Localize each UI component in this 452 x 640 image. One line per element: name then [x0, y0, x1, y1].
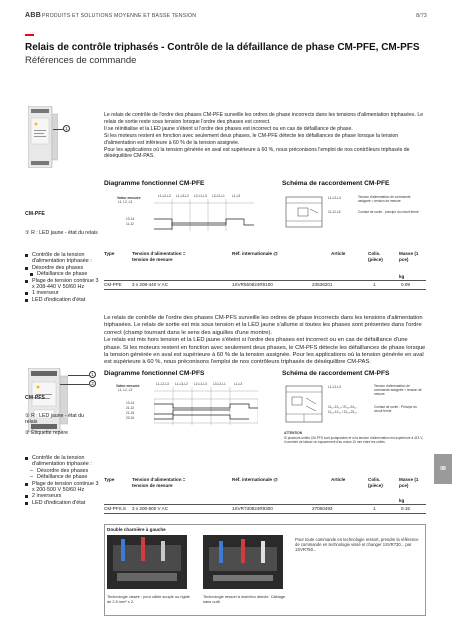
screw-terminal-image — [107, 535, 187, 589]
pfe-table — [104, 251, 426, 291]
pfs-fd-phase-1: L1-L3-L2 — [175, 382, 188, 386]
attention-text: Si plusieurs unités CM-PFS sont juxtaposées et si la tension d'alimentation est supérieure à 415 V, il convient de laisser un espacement d'au moins 10 mm entre les unités. — [284, 436, 424, 444]
feature: 1 inverseur — [25, 290, 99, 296]
spring-terminal-image — [203, 535, 283, 589]
title-accent-bar — [25, 34, 34, 36]
pfs-wiring-diagram — [284, 382, 426, 426]
caption-spring: Technologie ressort à insertion directe. Câblage sans outil. — [203, 594, 286, 604]
td-type: CM-PFE — [104, 282, 122, 287]
th-ref: Réf. internationale @ — [232, 477, 278, 482]
th-unit: kg — [399, 498, 405, 503]
pfe-wiring-legend-0: L1-L2-L3 — [328, 196, 341, 200]
page-subtitle: Références de commande — [25, 55, 137, 66]
pfe-features — [25, 252, 99, 303]
feature: – Défaillance de phase — [25, 474, 101, 480]
th-colis: Colis. (pièce) — [368, 477, 383, 488]
pfs-fd-phase-4: L1-L3 — [234, 382, 243, 386]
pfs-wiring-legend-1: 11₁₂-12₁₄ / 21₂₂-24₂₄ — [328, 405, 357, 409]
callout-line — [53, 129, 63, 130]
pfs-fd-row-1: 21-22 — [126, 406, 135, 410]
bottom-label: Double charnière à gauche — [107, 527, 166, 532]
pfe-wiring-legend-1: 11-12-14 — [328, 210, 341, 214]
header-section: PRODUITS ET SOLUTIONS MOYENNE ET BASSE TENSION — [42, 13, 197, 19]
pfs-intro-p1: Le relais de contrôle de l'ordre des phases CM-PFS surveille les ordres de phase incorrects dans les tensions d'alimentation triphasées. Le relais de sortie est mis sous tension et la LED jaune s'allume si toutes les phases sont présentes dans l'ordre correct (champ tournant dans le sens des aiguilles d'une montre). — [104, 315, 423, 336]
th-type: Type — [104, 477, 115, 482]
pfe-fd-label-l123: L1, L2, L3 — [118, 200, 133, 204]
feature: LED d'indication d'état — [25, 297, 99, 303]
pfe-fd-label-values: Valeur mesurée — [117, 196, 141, 200]
th-masse: Masse (1 pce) — [399, 477, 419, 488]
pfe-wiring-desc-0: Tension d'alimentation de commande assignée = tension de mesure — [358, 195, 411, 203]
pfe-functional-title: Diagramme fonctionnel CM-PFE — [104, 180, 205, 187]
pfs-fd-row-2: 21-24 — [126, 411, 135, 415]
callout-2: 2 — [89, 380, 96, 387]
th-masse: Masse (1 pce) — [399, 251, 419, 262]
th-ref: Réf. internationale @ — [232, 251, 278, 256]
pfe-fd-phase-0: L1-L2-L3 — [158, 194, 171, 198]
pfe-wiring-desc-1: Contact de sortie - principe du circuit fermé — [358, 210, 419, 214]
pfs-fd-phase-3: L3-L2-L1 — [213, 382, 226, 386]
td-ref: 1SVR730824R9300 — [232, 506, 273, 511]
table-rule — [104, 504, 426, 505]
td-masse: 0.15 — [401, 506, 410, 511]
cm-pfe-device-image — [28, 106, 58, 168]
td-colis: 1 — [373, 282, 376, 287]
callout-line — [60, 384, 89, 385]
callout-1: 1 — [89, 371, 96, 378]
pfe-fd-phase-1: L1-L3-L2 — [176, 194, 189, 198]
td-tension: 3 x 208-440 V AC — [132, 282, 169, 287]
table-rule — [104, 289, 426, 290]
pfe-intro-p1: Le relais de contrôle de l'ordre des phases CM-PFE surveille les ordres de phase incorrects dans les tensions d'alimentation triphasées. Le relais de sortie reste sous tension lorsque l'ordre des phases est correct. — [104, 112, 424, 125]
pfe-fd-phase-3: L3-L2-L1 — [212, 194, 225, 198]
pfs-fd-label-l123: L1, L2, L3 — [118, 388, 133, 392]
td-ref: 1SVR550824R9100 — [232, 282, 273, 287]
pfe-intro — [104, 112, 426, 160]
pfe-intro-p4: Pour les applications où la tension générée en aval est supérieure à 60 %, nous préconisons l'emploi de nos contrôleurs triphasés de déséquilibre CM-PAS. — [104, 146, 410, 160]
pfe-fd-phase-2: L2-L1-L3 — [194, 194, 207, 198]
chapter-tab: 08 — [434, 454, 452, 484]
pfe-fd-row-1314: 13-14 — [126, 217, 135, 221]
pfs-wiring-legend-0: L1-L2-L3 — [328, 385, 341, 389]
td-tension: 3 x 200-500 V AC — [132, 506, 169, 511]
th-article: Article — [331, 251, 346, 256]
callout-line — [68, 375, 89, 376]
pfs-fd-label-values: Valeur mesurée — [116, 384, 140, 388]
page-number: 8/73 — [416, 13, 427, 19]
td-colis: 1 — [373, 506, 376, 511]
caption-screw: Technologie vissée : pour câble souple ou rigide de 2.5 mm² x 2. — [107, 594, 190, 604]
pfs-fd-row-0: 13-14 — [126, 401, 135, 405]
feature: Plage de tension continue 3 x 208-440 V 50/60 Hz — [25, 278, 99, 291]
pfe-wiring-title: Schéma de raccordement CM-PFE — [282, 180, 390, 187]
pfs-intro — [104, 315, 426, 367]
pfe-intro-p3: Si les moteurs restent en fonction avec seulement deux phases, le CM-PFE détecte les défaillances de phase lorsque la tension d'alimentation est inférieure à 60 % de la tension assignée. — [104, 132, 399, 146]
page-title: Relais de contrôle triphasés - Contrôle de la défaillance de phase CM-PFE, CM-PFS — [25, 42, 420, 53]
feature: Désordre des phases — [25, 265, 99, 271]
callout-1: 1 — [63, 125, 70, 132]
pfs-wiring-title: Schéma de raccordement CM-PFS — [282, 370, 390, 377]
table-rule — [104, 280, 426, 281]
attention-title: ATTENTION — [284, 431, 303, 435]
pfe-fd-phase-4: L1-L3 — [232, 194, 241, 198]
pfe-name: CM-PFE — [25, 211, 45, 217]
th-type: Type — [104, 251, 115, 256]
pfs-functional-diagram — [104, 382, 264, 426]
td-masse: 0.09 — [401, 282, 410, 287]
pfs-name: CM-PFS — [25, 395, 45, 401]
feature: – Désordre des phases — [25, 468, 101, 474]
table-rule — [104, 513, 426, 514]
td-type: CM-PFS.S — [104, 506, 126, 511]
pfs-functional-title: Diagramme fonctionnel CM-PFS — [104, 370, 205, 377]
td-article: 27060493 — [312, 506, 333, 511]
feature: Défaillance de phase — [25, 271, 99, 277]
pfs-wiring-legend-2: 11₂₄-12₂₂ / 21₂₄-22₂₂ — [328, 410, 357, 414]
pfs-features — [25, 455, 101, 506]
feature: Contrôle de la tension d'alimentation triphasée : — [25, 455, 101, 468]
th-tension: Tension d'alimentation = tension de mesure — [132, 477, 186, 488]
pfs-wiring-desc-1: Contact de sortie - Principe du circuit fermé — [374, 405, 417, 413]
pfs-caption-2: ② Étiquette repère — [25, 430, 69, 436]
feature: LED d'indication d'état — [25, 500, 101, 506]
th-article: Article — [331, 477, 346, 482]
abb-logo: ABB — [25, 12, 42, 19]
pfs-fd-phase-0: L1-L2-L3 — [156, 382, 169, 386]
td-article: 23536201 — [312, 282, 333, 287]
pfs-fd-row-3: 23-24 — [126, 416, 135, 420]
th-tension: Tension d'alimentation = tension de mesure — [132, 251, 186, 262]
pfs-fd-phase-2: L2-L1-L3 — [194, 382, 207, 386]
pfs-intro-p2: Le relais est mis hors tension et la LED jaune s'éteint si l'ordre des phases est incorrect ou en cas de défaillance d'une phase. Si les moteurs restent en fonction avec seulement deux phases, le CM-PFS détecte les défaillances de phase lorsque la tension générée en aval est supérieure à 60 % de la tension assignée. Pour les applications où la tension générée en aval est supérieure à 60 %, nous préconisons l'emploi de nos contrôleurs triphasés de déséquilibre CM-PAS. — [104, 337, 426, 366]
pfe-wiring-diagram — [284, 193, 426, 233]
pfs-caption-1: ① R : LED jaune - état du relais — [25, 413, 84, 425]
feature: 2 inverseurs — [25, 493, 101, 499]
pfe-intro-p2: Il se réinitialise et la LED jaune s'éteint si l'ordre des phases est incorrect ou en cas de défaillance de phase. — [104, 125, 353, 132]
bottom-right-text: Pour toute commande en technologie ressort, prendre la référence de commande en technologie vissé et changer 1SVR730... par 1SVR750... — [295, 537, 419, 553]
pfs-wiring-desc-0: Tension d'alimentation de commande assignée = tension de mesure — [374, 384, 422, 396]
pfs-table — [104, 477, 426, 517]
bottom-box — [104, 524, 426, 616]
th-colis: Colis. (pièce) — [368, 251, 383, 262]
feature: Plage de tension continue 3 x 200-500 V 50/60 Hz — [25, 481, 101, 494]
pfe-functional-diagram — [104, 194, 256, 232]
th-unit: kg — [399, 274, 405, 279]
pfe-caption: ① R : LED jaune - état du relais — [25, 230, 98, 236]
pfe-fd-row-1112: 11-12 — [126, 222, 134, 226]
feature: Contrôle de la tension d'alimentation triphasée : — [25, 252, 99, 265]
